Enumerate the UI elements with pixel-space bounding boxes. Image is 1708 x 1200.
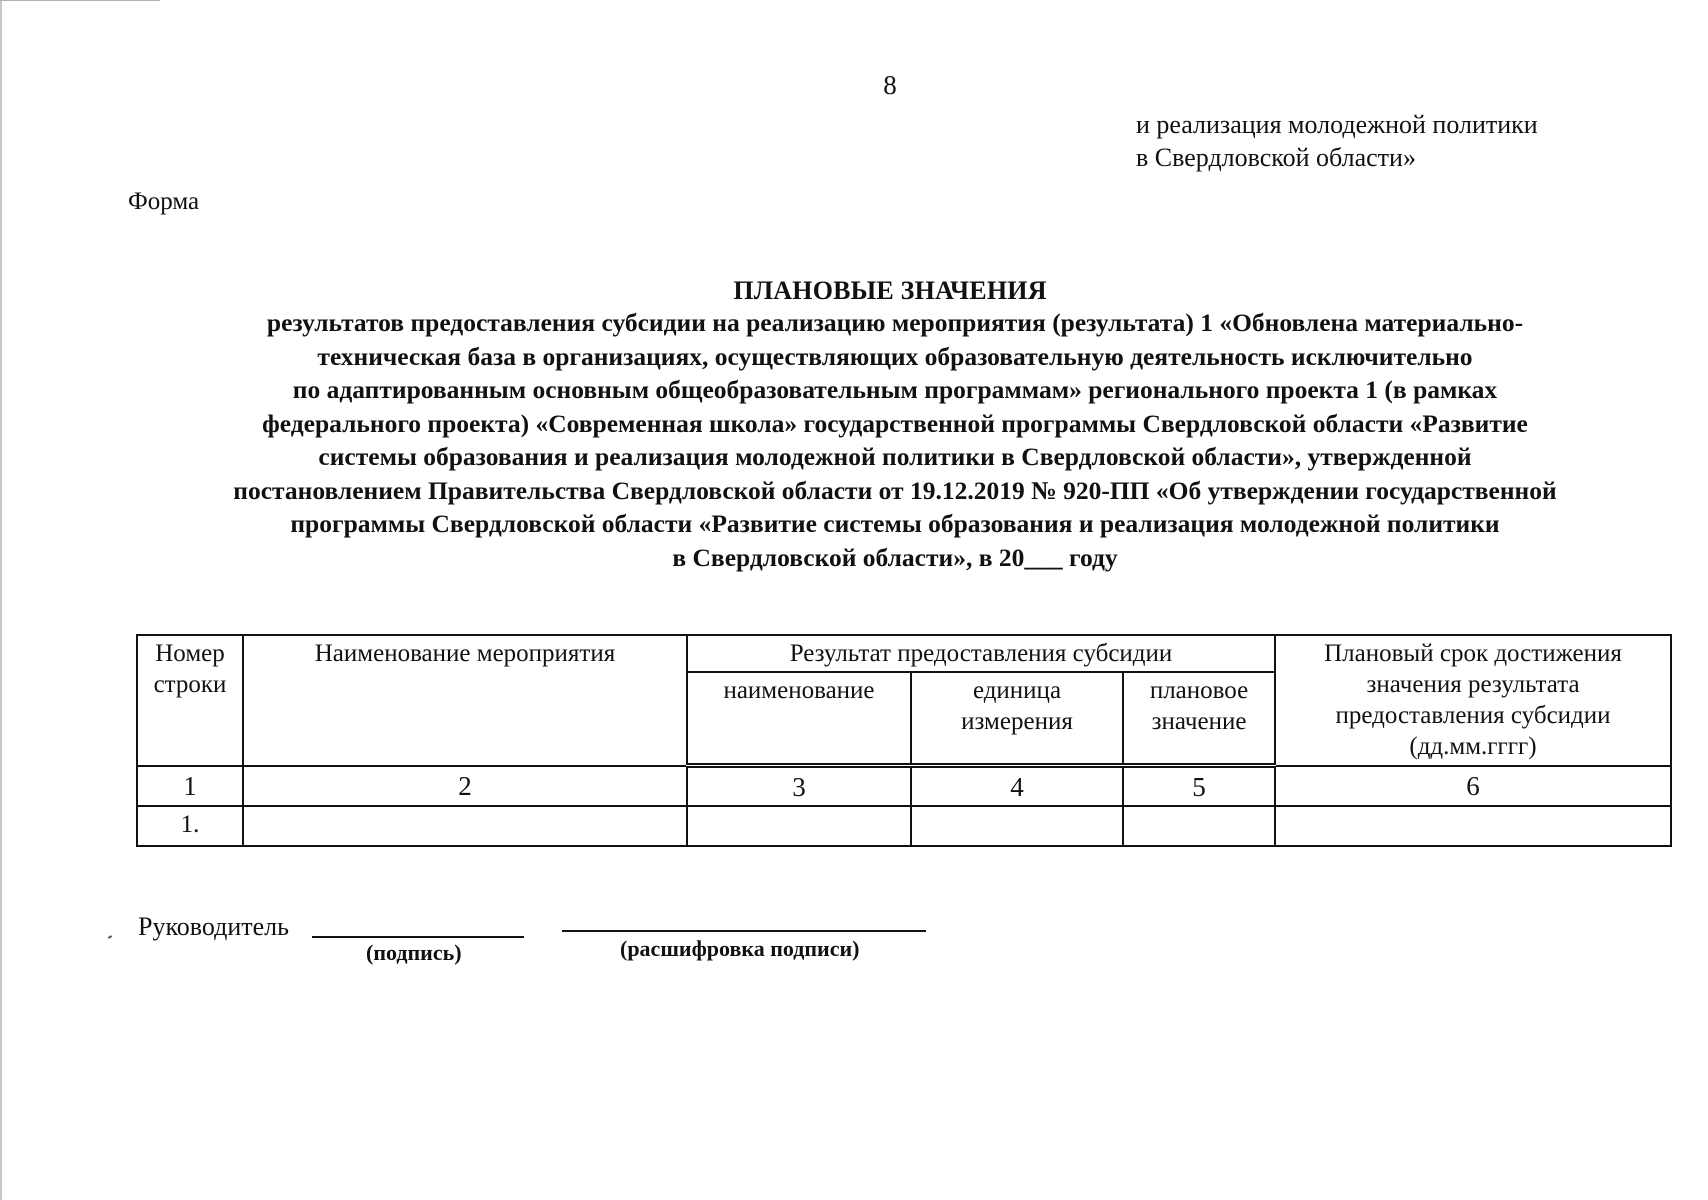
header-event-name: Наименование мероприятия — [243, 635, 687, 766]
column-number: 1 — [137, 766, 243, 807]
table-header-row — [137, 635, 1671, 672]
form-label: Форма — [128, 188, 200, 215]
page-number: 8 — [883, 70, 897, 100]
subtitle-line: федерального проекта) «Современная школа» государственной программы Свердловской области «Развитие — [262, 408, 1528, 438]
plan-table-wrapper — [136, 634, 1672, 847]
header-result-name: наименование — [687, 672, 911, 766]
header-result-group: Результат предоставления субсидии — [687, 635, 1275, 672]
scan-edge — [0, 0, 2, 1200]
subtitle-line: программы Свердловской области «Развитие системы образования и реализация молодежной политики — [290, 509, 1500, 538]
table-numbering-row — [137, 766, 1671, 807]
signature-caption: (подпись) — [366, 940, 462, 965]
plan-table — [136, 634, 1672, 847]
header-block — [1136, 108, 1538, 174]
header-row-number: Номер строки — [137, 635, 243, 766]
column-number: 2 — [243, 766, 687, 807]
cell-unit[interactable] — [911, 806, 1123, 846]
cell-event-name[interactable] — [243, 806, 687, 846]
document-title: ПЛАНОВЫЕ ЗНАЧЕНИЯ — [733, 276, 1047, 305]
signature-decoding-line[interactable] — [562, 930, 926, 932]
column-number: 6 — [1275, 766, 1671, 807]
cell-planned-value[interactable] — [1123, 806, 1275, 846]
subtitle-line: результатов предоставления субсидии на реализацию мероприятия (результата) 1 «Обновлена материально- — [266, 308, 1524, 337]
scan-speck — [108, 935, 112, 939]
signature-line[interactable] — [312, 936, 524, 938]
subtitle-line: техническая база в организациях, осуществляющих образовательную деятельность исключительно — [317, 341, 1473, 371]
column-number: 5 — [1123, 766, 1275, 807]
cell-result-name[interactable] — [687, 806, 911, 846]
header-line-2: в Свердловской области» — [1136, 143, 1416, 172]
cell-deadline[interactable] — [1275, 806, 1671, 846]
header-line-1: и реализация молодежной политики — [1136, 110, 1538, 139]
column-number: 3 — [687, 766, 911, 807]
subtitle-line: системы образования и реализация молодежной политики в Свердловской области», утвержденной — [318, 442, 1472, 471]
signature-label: Руководитель — [138, 912, 289, 941]
document-subtitle — [130, 306, 1660, 574]
header-unit: единица измерения — [911, 672, 1123, 766]
signature-decoding-caption: (расшифровка подписи) — [620, 936, 860, 961]
subtitle-line: в Свердловской области», в 20___ году — [672, 542, 1118, 572]
subtitle-line: постановлением Правительства Свердловской области от 19.12.2019 № 920-ПП «Об утверждении государственной — [233, 475, 1557, 505]
subtitle-line: по адаптированным основным общеобразовательным программам» регионального проекта 1 (в рамках — [292, 375, 1498, 404]
header-planned-value: плановое значение — [1123, 672, 1275, 766]
header-deadline: Плановый срок достижения значения результата предоставления субсидии (дд.мм.гггг) — [1275, 635, 1671, 766]
scan-edge-top — [0, 0, 160, 1]
column-number: 4 — [911, 766, 1123, 807]
cell-row-number: 1. — [137, 806, 243, 846]
table-row — [137, 806, 1671, 846]
